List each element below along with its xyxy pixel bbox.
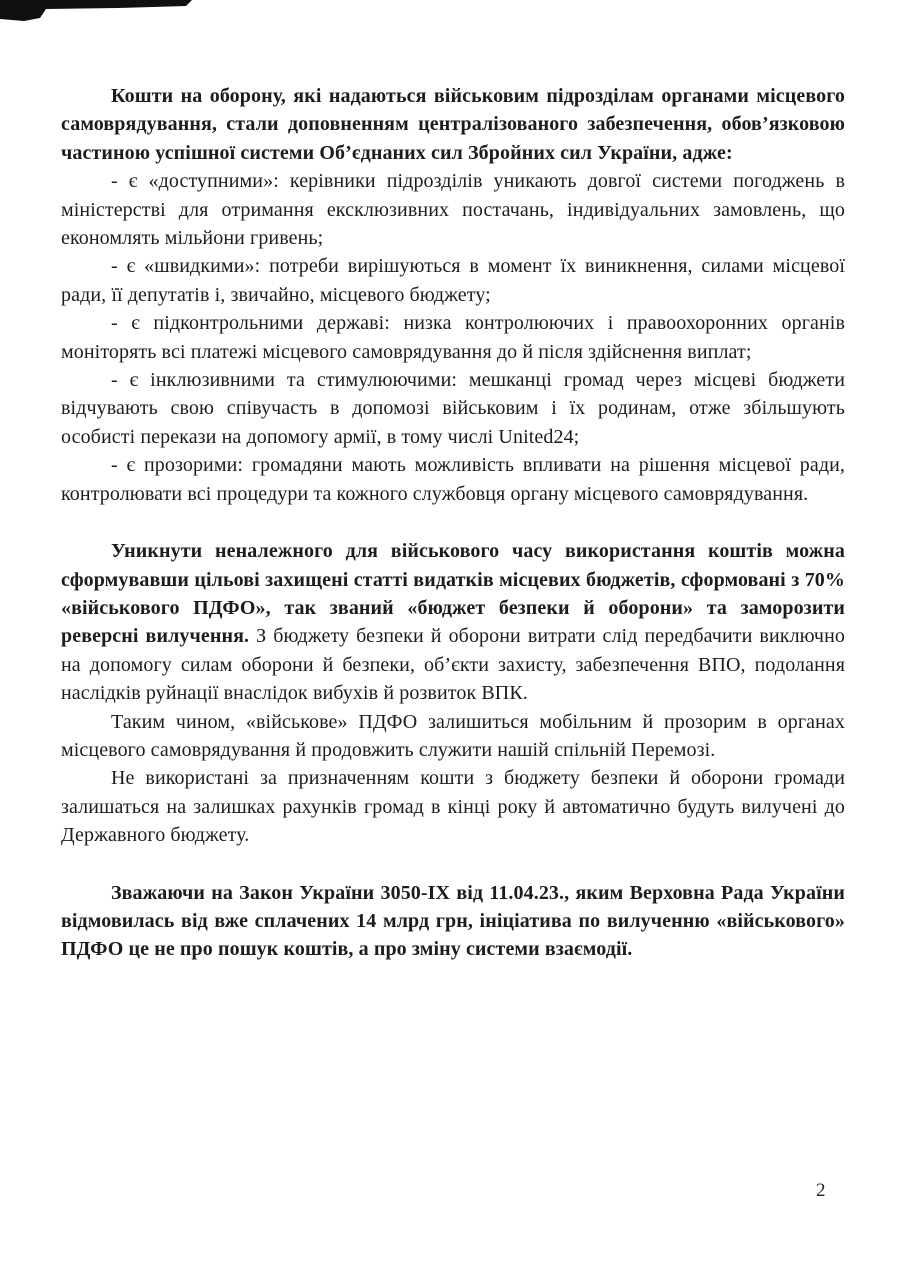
document-body — [61, 82, 845, 964]
bullet-fast: - є «швидкими»: потреби вирішуються в момент їх виникнення, силами місцевої ради, її депутатів і, звичайно, місцевого бюджету; — [61, 255, 845, 306]
paragraph-security-defense-budget — [61, 537, 845, 707]
paragraph-security-defense-budget-normal: З бюджету безпеки й оборони витрати слід передбачити виключно на допомогу силам оборони й безпеки, об’єкти захисту, забезпечення ВПО, подолання наслідків руйнації внаслідок вибухів й розвиток ВПК. — [61, 625, 845, 705]
bullet-accessible: - є «доступними»: керівники підрозділів уникають довгої системи погоджень в міністерстві для отримання ексклюзивних постачань, індивідуальних замовлень, що економлять мільйони гривень; — [61, 170, 845, 250]
bullet-inclusive-stimulating: - є інклюзивними та стимулюючими: мешканці громад через місцеві бюджети відчувають свою співучасть в допомозі військовим і їх родинам, отже збільшують особисті перекази на допомогу армії, в тому числі United24; — [61, 369, 845, 448]
scan-smudge-top-left — [0, 0, 200, 26]
bullet-state-controlled: - є підконтрольними державі: низка контролюючих і правоохоронних органів моніторять всі платежі місцевого самоврядування до й після здійснення виплат; — [61, 312, 845, 363]
paragraph-unused-funds: Не використані за призначенням кошти з бюджету безпеки й оборони громади залишаться на залишках рахунків громад в кінці року й автоматично будуть вилучені до Державного бюджету. — [61, 767, 845, 847]
paragraph-law-3050: Зважаючи на Закон України 3050-ІХ від 11.04.23., яким Верховна Рада України відмовилась від вже сплачених 14 млрд грн, ініціатива по вилученню «військового» ПДФО це не про пошук коштів, а про зміну системи взаємодії. — [61, 881, 845, 961]
paragraph-military-pit-mobile: Таким чином, «військове» ПДФО залишиться мобільним й прозорим в органах місцевого самоврядування й продовжить служити нашій спільній Перемозі. — [61, 710, 845, 761]
paragraph-defense-funds-intro: Кошти на оборону, які надаються військовим підрозділам органами місцевого самоврядування, стали доповненням централізованого забезпечення, обов’язковою частиною успішної системи Об’єднаних сил Збройних сил України, адже: — [61, 85, 845, 164]
page-number: 2 — [816, 1180, 826, 1201]
paragraph-security-defense-budget-bold: Уникнути неналежного для військового часу використання коштів можна сформувавши цільові захищені статті видатків місцевих бюджетів, сформовані з 70% «військового ПДФО», так званий «бюджет безпеки й оборони» та заморозити реверсні вилучення. — [61, 540, 845, 648]
bullet-transparent: - є прозорими: громадяни мають можливість впливати на рішення місцевої ради, контролювати всі процедури та кожного службовця органу місцевого самоврядування. — [61, 454, 845, 505]
